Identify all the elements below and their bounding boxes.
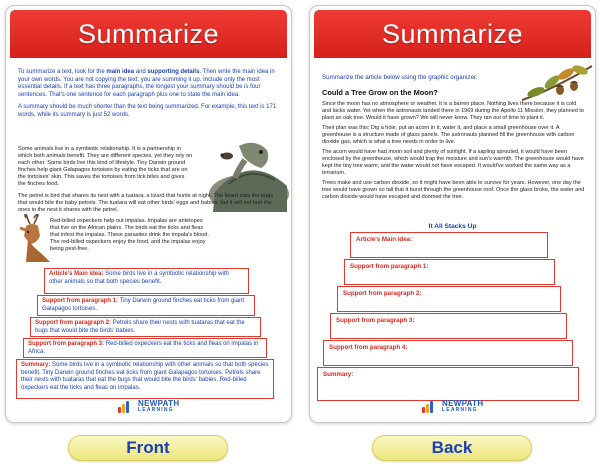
front-title: Summarize [77,18,220,49]
back-support-2-box[interactable] [337,286,561,312]
back-support-2-label: Support from paragraph 2: [343,290,422,297]
front-summary-box [16,359,274,399]
intro-text-rest: . Then write the main idea in your own words. You are not copying the text; you are summing it up. Include only the most essential details. If a text has three paragraphs, the longest your summary should be is four sentences. That's one sentence for each paragraph plus one to state the main idea. [18,69,275,98]
organizer-title: It All Stacks Up [428,223,477,230]
front-button-label: Front [126,438,170,457]
logo-line-2: LEARNING [138,407,174,414]
intro-text-and: and [134,69,148,75]
back-title-banner [314,10,591,58]
support-3-text: Red-billed oxpeckers eat the ticks and fleas on impalas in Africa. [28,341,259,355]
logo-line-2: LEARNING [442,407,478,414]
intro-paragraph-1 [18,69,280,99]
support-1-text: Tiny Darwin ground finches eat ticks from giant Galapagos tortoises. [42,298,245,312]
front-support-2-box [30,317,261,337]
back-button-label: Back [431,438,473,457]
newpath-logo-text [442,400,483,413]
intro-main-idea: main idea [106,69,135,75]
newpath-logo-icon [118,401,132,413]
support-2-text: Petrels share their nests with tuataras that eat the bugs that would bite the birds' babies. [35,320,245,334]
newpath-logo-text [138,400,179,413]
front-article-paragraph-2: The petrel is bird that shares its nest with a tuatara, a lizard that hunts at night. The lizard eats the bugs that would bite the baby petrels. The tuatara will eat other birds' eggs and babies, but it will not hurt the ones in the nest it shares with the petrel. [18,192,274,213]
support-1-label: Support from paragraph 1: [42,298,119,304]
summary-label: Summary: [21,362,51,368]
front-card [5,5,292,423]
front-support-3-box [23,338,267,358]
support-3-label: Support from paragraph 3: [28,341,105,347]
back-article-title: Could a Tree Grow on the Moon? [322,88,438,97]
back-summary-label: Summary: [323,371,354,378]
main-idea-text: Some birds live in a symbiotic relationship with other animals so that both species benefit. [49,271,229,285]
front-title-banner [10,10,287,58]
back-title: Summarize [381,18,524,49]
front-button[interactable] [68,435,228,461]
intro-text: To summarize a text, look for the [18,69,107,75]
back-button[interactable] [372,435,532,461]
newpath-logo-icon [422,401,436,413]
support-2-label: Support from paragraph 2: [35,320,112,326]
logo-line-1: NEWPATH [138,399,180,409]
front-footer-logo [6,398,291,416]
main-idea-label: Article's Main idea: [49,271,104,277]
back-card [309,5,596,423]
front-intro [18,69,280,120]
back-article-paragraph-1: Since the moon has no atmosphere or weather, it is a barren place. Nothing lives there because it is cold and lacks water. Yet when the astronauts landed there in 1969 during the Apollo 11 Mission, they planned to plant an oak tree. Would it have grown? We will never know. They ran out of time to plant it. [322,101,584,121]
back-article-paragraph-2: Their plan was this: Dig a hole, put an acorn in it, water it, and place a small greenhouse over it. A greenhouse is a structure made of glass panels. The astronauts planned fill the greenhouse with carbon dioxide gas, which is what a tree needs in order to live. [322,125,575,145]
back-main-idea-box[interactable] [350,232,548,258]
back-support-3-label: Support from paragraph 3: [336,317,415,324]
back-support-1-box[interactable] [344,259,555,285]
back-main-idea-label: Article's Main idea: [356,236,413,243]
back-subtitle: Summarize the article below using the graphic organizer. [322,74,478,81]
oak-branch-illustration [522,60,594,104]
back-support-3-box[interactable] [330,313,567,339]
intro-supporting-details: supporting details [147,69,200,75]
back-summary-box[interactable] [317,367,579,401]
logo-line-1: NEWPATH [442,399,484,409]
summary-text: Some birds live in a symbiotic relationship with other animals so that both species benefit. Tiny Darwin ground finches eat ticks from giant Galapagos tortoises. Petrels share their nests with tuataras that eat the bugs that would bite the birds' babies. Red-billed oxpeckers eat the ticks and fleas on impalas. [21,362,269,391]
back-article-paragraph-3: The acorn would have had moon soil and plenty of sunlight. If a sapling sprouted, it would have been enclosed by the greenhouse, which would trap the moisture and sun's warmth. The greenhouse would have kept the tiny tree warm, and the water would not have escaped. It would've worked the same way as a terrarium. [322,149,584,176]
front-support-1-box [37,295,255,316]
back-footer-logo [310,398,595,416]
front-article-paragraph-3: Red-billed oxpeckers help out impalas. Impalas are antelopes that live on the African plains. The birds eat the ticks and fleas that infest the impalas. These parasites drink the impala's blood. The red-billed oxpeckers enjoy the food, and the impalas enjoy being pest-free. [50,217,209,253]
back-support-1-label: Support from paragraph 1: [350,263,429,270]
intro-paragraph-2: A summary should be much shorter than the text being summarized. For example, this text is 171 words, while its summary is just 52 words. [18,104,277,118]
front-main-idea-box [44,268,249,294]
front-article [18,146,283,257]
back-support-4-box[interactable] [323,340,573,366]
front-article-paragraph-1: Some animals live in a symbiotic relationship. It is a partnership in which both animals benefit. They are different species, yet they rely on each other. Some birds live this kind of lifestyle. Tiny Darwin ground finches help giant Galapagos tortoises by eating the ticks that are on the tortoises' skin. This saves the tortoises from tick bites and gives the finches food. [18,146,193,188]
back-support-4-label: Support from paragraph 4: [329,344,408,351]
back-article [322,101,587,204]
back-article-paragraph-4: Trees make and use carbon dioxide, so it might have been able to survive for years. However, one day the tree would have grown so tall that it burst through the greenhouse roof. Once the glass broke, the water and carbon dioxide would have escaped and doomed the tree. [322,180,585,200]
